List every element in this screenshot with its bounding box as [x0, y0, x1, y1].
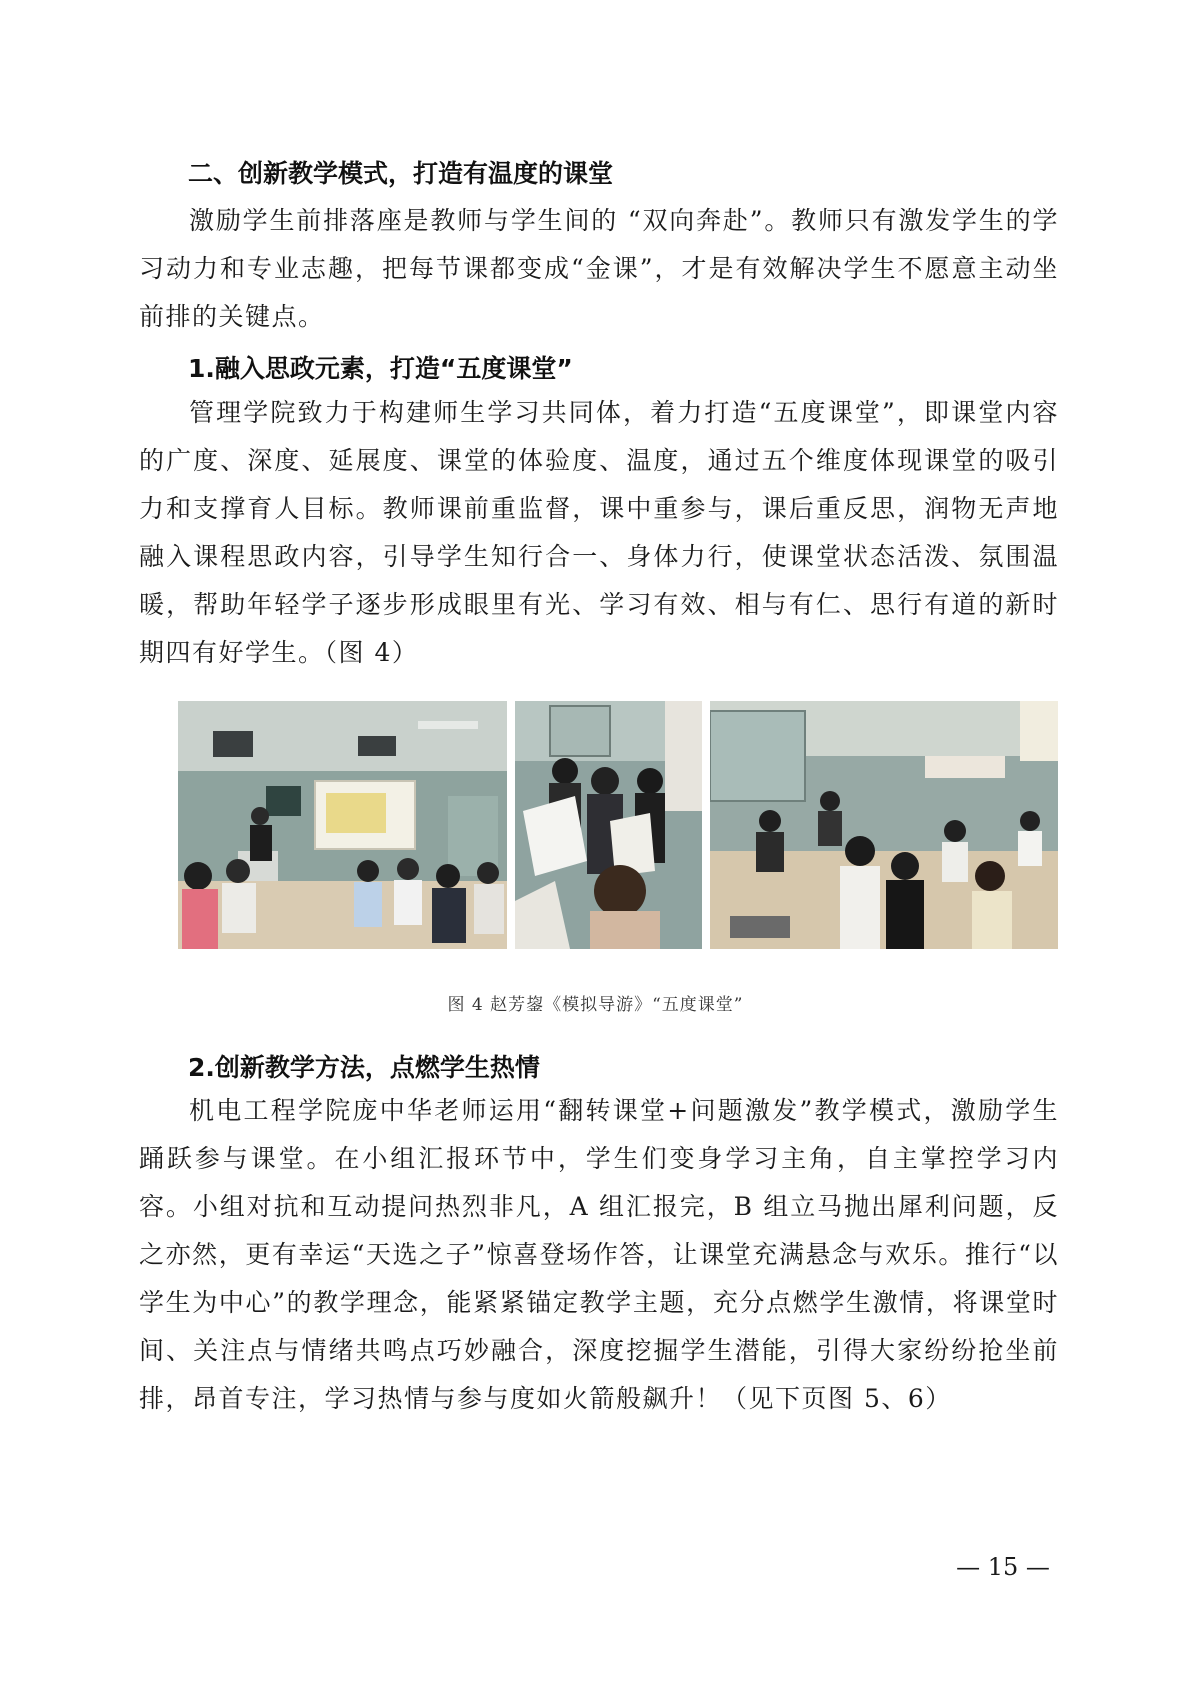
students-group-photo: [515, 701, 702, 949]
subsection-2-paragraph: 机电工程学院庞中华老师运用“翻转课堂+问题激发”教学模式，激励学生踊跃参与课堂。在小组汇报环节中，学生们变身学习主角，自主掌控学习内容。小组对抗和互动提问热烈非凡，A 组汇报完，B 组立马抛出犀利问题，反之亦然，更有幸运“天选之子”惊喜登场作答，让课堂充满悬念与欢乐。推行“以学生为中心”的教学理念，能紧紧锚定教学主题，充分点燃学生激情，将课堂时间、关注点与情绪共鸣点巧妙融合，深度挖掘学生潜能，引得大家纷纷抢坐前排，昂首专注，学习热情与参与度如火箭般飙升！（见下页图 5、6）: [139, 1096, 1059, 1413]
figure-4-caption: 图 4 赵芳鋆《模拟导游》“五度课堂”: [447, 995, 744, 1015]
subsection-1-heading: 1.融入思政元素，打造“五度课堂”: [188, 354, 573, 383]
section-intro-paragraph: 激励学生前排落座是教师与学生间的 “双向奔赴”。教师只有激发学生的学习动力和专业志趣，把每节课都变成“金课”，才是有效解决学生不愿意主动坐前排的关键点。: [139, 206, 1059, 331]
students-writing-photo: [710, 701, 1058, 949]
subsection-1-paragraph: 管理学院致力于构建师生学习共同体，着力打造“五度课堂”，即课堂内容的广度、深度、延展度、课堂的体验度、温度，通过五个维度体现课堂的吸引力和支撑育人目标。教师课前重监督，课中重参与，课后重反思，润物无声地融入课程思政内容，引导学生知行合一、身体力行，使课堂状态活泼、氛围温暖，帮助年轻学子逐步形成眼里有光、学习有效、相与有仁、思行有道的新时期四有好学生。（图 4）: [139, 398, 1059, 667]
page-number: — 15 —: [956, 1553, 1050, 1581]
classroom-lecture-photo: [178, 701, 507, 949]
section-heading: 二、创新教学模式，打造有温度的课堂: [188, 159, 614, 188]
subsection-2-heading: 2.创新教学方法，点燃学生热情: [188, 1053, 540, 1082]
figure-4-photos: [178, 701, 1058, 949]
